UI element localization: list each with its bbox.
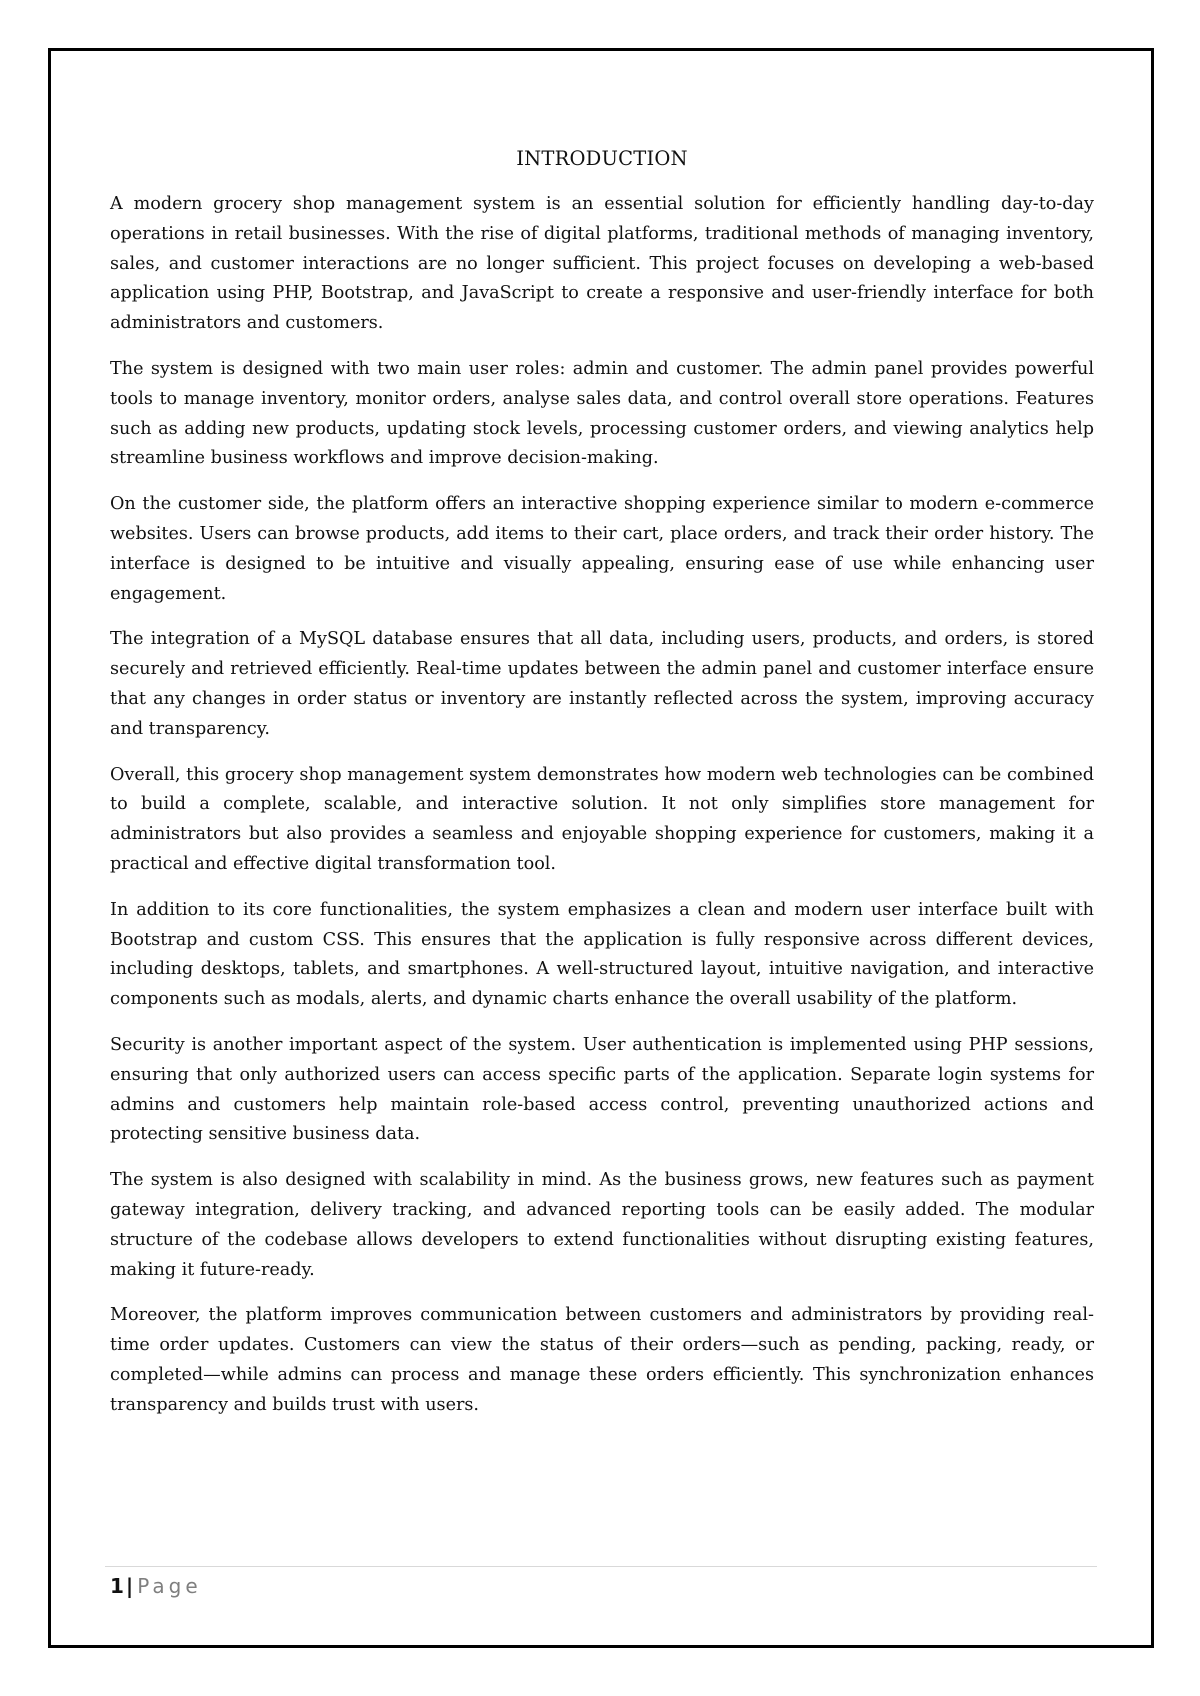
paragraph-3: On the customer side, the platform offers an interactive shopping experience similar to modern e-commerce websites. Users can browse products, add items to their cart, place orders, and track their order history. The interface is designed to be intuitive and visually appealing, ensuring ease of use while enhancing user engagement. [110, 494, 1094, 604]
paragraph-5: Overall, this grocery shop management system demonstrates how modern web technologies can be combined to build a complete, scalable, and interactive solution. It not only simplifies store management for administrators but also provides a seamless and enjoyable shopping experience for customers, making it a practical and effective digital transformation tool. [110, 764, 1094, 874]
document-body [110, 144, 1094, 1436]
page-footer [110, 1572, 202, 1600]
paragraph-8: The system is also designed with scalability in mind. As the business grows, new features such as payment gateway integration, delivery tracking, and advanced reporting tools can be easily added. The modular structure of the codebase allows developers to extend functionalities without disrupting existing features, making it future-ready. [110, 1170, 1094, 1280]
paragraph-1: A modern grocery shop management system is an essential solution for efficiently handling day-to-day operations in retail businesses. With the rise of digital platforms, traditional methods of managing inventory, sales, and customer interactions are no longer sufficient. This project focuses on developing a web-based application using PHP, Bootstrap, and JavaScript to create a responsive and user-friendly interface for both administrators and customers. [110, 194, 1094, 334]
paragraph-4: The integration of a MySQL database ensures that all data, including users, products, and orders, is stored securely and retrieved efficiently. Real-time updates between the admin panel and customer interface ensure that any changes in order status or inventory are instantly reflected across the system, improving accuracy and transparency. [110, 629, 1094, 739]
page-separator: | [125, 1574, 134, 1598]
page-title: INTRODUCTION [516, 147, 688, 170]
paragraph-9: Moreover, the platform improves communication between customers and administrators by providing real-time order updates. Customers can view the status of their orders—such as pending, packing, ready, or completed—while admins can process and manage these orders efficiently. This synchronization enhances transparency and builds trust with users. [110, 1305, 1094, 1415]
page-number: 1 [110, 1574, 124, 1598]
paragraph-2: The system is designed with two main user roles: admin and customer. The admin panel provides powerful tools to manage inventory, monitor orders, analyse sales data, and control overall store operations. Features such as adding new products, updating stock levels, processing customer orders, and viewing analytics help streamline business workflows and improve decision-making. [110, 358, 1094, 469]
paragraph-7: Security is another important aspect of the system. User authentication is implemented using PHP sessions, ensuring that only authorized users can access specific parts of the application. Separate login systems for admins and customers help maintain role-based access control, preventing unauthorized actions and protecting sensitive business data. [110, 1034, 1094, 1145]
paragraph-6: In addition to its core functionalities, the system emphasizes a clean and modern user interface built with Bootstrap and custom CSS. This ensures that the application is fully responsive across different devices, including desktops, tablets, and smartphones. A well-structured layout, intuitive navigation, and interactive components such as modals, alerts, and dynamic charts enhance the overall usability of the platform. [110, 899, 1094, 1010]
footer-divider [105, 1566, 1097, 1567]
page-label: Page [137, 1574, 202, 1598]
